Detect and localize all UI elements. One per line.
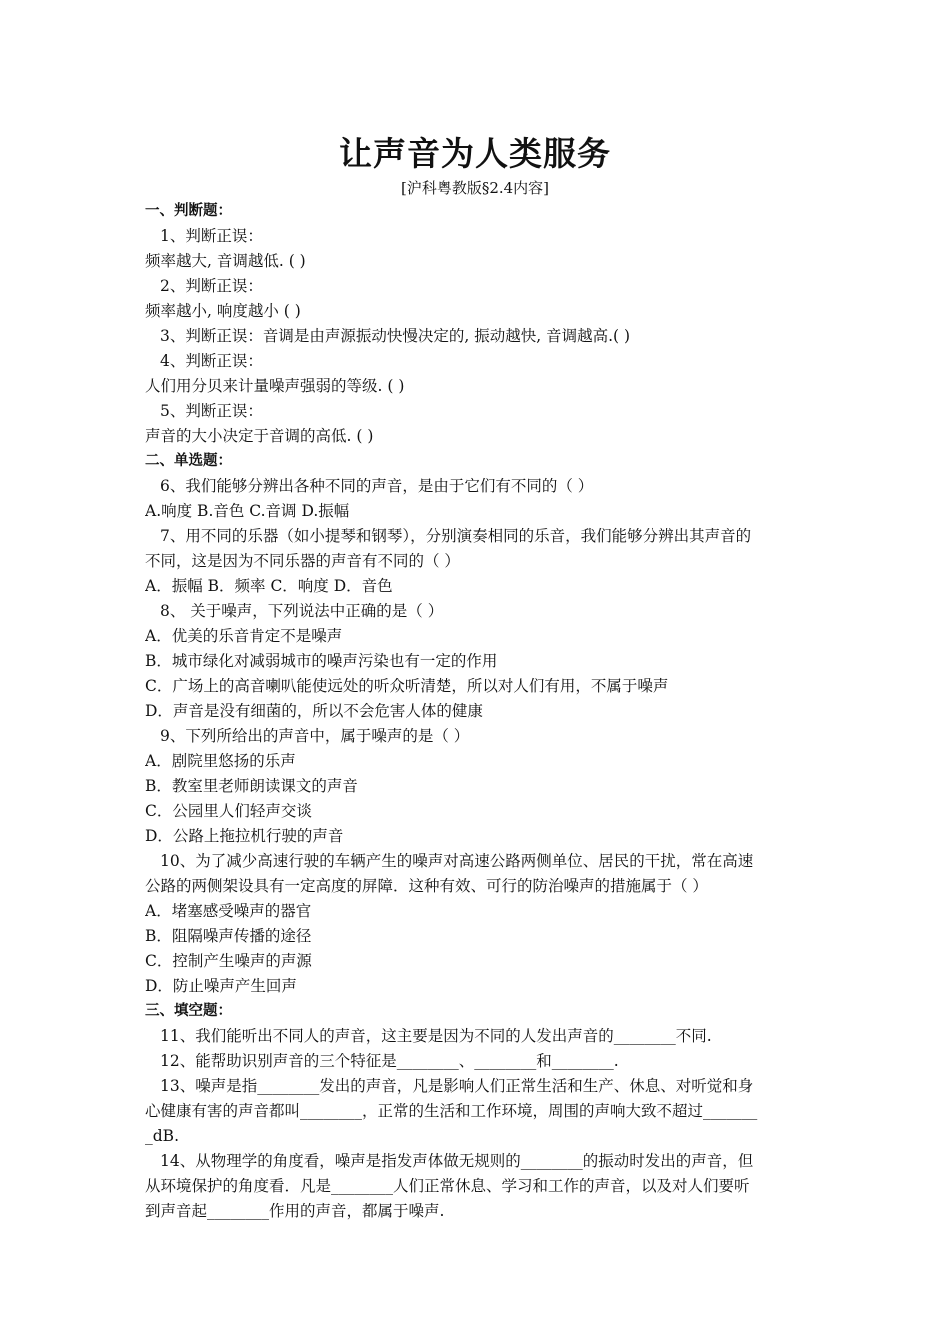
text-line: 9、下列所给出的声音中，属于噪声的是（ ） — [160, 727, 470, 745]
text-line: 1、判断正误： — [160, 227, 263, 245]
text-line: 2、判断正误： — [160, 277, 263, 295]
text-line: 从环境保护的角度看．凡是________人们正常休息、学习和工作的声音，以及对人们要听 — [145, 1177, 750, 1195]
section-heading: 一、判断题： — [145, 203, 232, 219]
text-line: 频率越大, 音调越低. ( ) — [145, 252, 306, 270]
text-line: A．优美的乐音肯定不是噪声 — [145, 627, 343, 645]
text-line: C．广场上的高音喇叭能使远处的听众听清楚，所以对人们有用，不属于噪声 — [145, 677, 669, 695]
text-line: 11、我们能听出不同人的声音，这主要是因为不同的人发出声音的________不同. — [160, 1027, 712, 1045]
text-line: 7、用不同的乐器（如小提琴和钢琴），分别演奏相同的乐音，我们能够分辨出其声音的 — [160, 527, 752, 545]
text-line: B．阻隔噪声传播的途径 — [145, 927, 312, 945]
text-line: C．公园里人们轻声交谈 — [145, 802, 312, 820]
text-line: 13、噪声是指________发出的声音，凡是影响人们正常生活和生产、休息、对听觉和身 — [160, 1077, 754, 1095]
text-line: 不同，这是因为不同乐器的声音有不同的（ ） — [145, 552, 460, 570]
text-line: 心健康有害的声音都叫________，正常的生活和工作环境，周围的声响大致不超过_______ — [145, 1102, 758, 1120]
text-line: 频率越小, 响度越小 ( ) — [145, 302, 301, 320]
text-line: A.响度 B.音色 C.音调 D.振幅 — [145, 502, 350, 520]
text-line: 10、为了减少高速行驶的车辆产生的噪声对高速公路两侧单位、居民的干扰，常在高速 — [160, 852, 754, 870]
text-line: D．防止噪声产生回声 — [145, 977, 297, 995]
section-heading: 二、单选题： — [145, 453, 232, 469]
text-line: 公路的两侧架设具有一定高度的屏障．这种有效、可行的防治噪声的措施属于（ ） — [145, 877, 708, 895]
text-line: B．教室里老师朗读课文的声音 — [145, 777, 358, 795]
text-line: 8、 关于噪声，下列说法中正确的是（ ） — [160, 602, 444, 620]
document-body — [145, 199, 807, 1224]
page-subtitle: [沪科粤教版§2.4内容] — [400, 179, 550, 197]
text-line: 声音的大小决定于音调的高低. ( ) — [145, 427, 374, 445]
text-line: 人们用分贝来计量噪声强弱的等级. ( ) — [145, 377, 405, 395]
section-heading: 三、填空题： — [145, 1003, 232, 1019]
text-line: C．控制产生噪声的声源 — [145, 952, 312, 970]
text-line: 5、判断正误： — [160, 402, 263, 420]
text-line: A．剧院里悠扬的乐声 — [145, 752, 296, 770]
text-line: 6、我们能够分辨出各种不同的声音，是由于它们有不同的（ ） — [160, 477, 594, 495]
text-line: A．振幅 B．频率 C．响度 D．音色 — [145, 577, 393, 595]
text-line: D．声音是没有细菌的，所以不会危害人体的健康 — [145, 702, 483, 720]
text-line: 12、能帮助识别声音的三个特征是________、________和________. — [160, 1052, 619, 1070]
text-line: A．堵塞感受噪声的器官 — [145, 902, 312, 920]
text-line: 3、判断正误：音调是由声源振动快慢决定的, 振动越快, 音调越高.( ) — [160, 327, 631, 345]
text-line: 14、从物理学的角度看，噪声是指发声体做无规则的________的振动时发出的声音，但 — [160, 1152, 754, 1170]
page-title: 让声音为人类服务 — [339, 134, 611, 173]
text-line: D．公路上拖拉机行驶的声音 — [145, 827, 344, 845]
text-line: 4、判断正误： — [160, 352, 263, 370]
text-line: B．城市绿化对减弱城市的噪声污染也有一定的作用 — [145, 652, 498, 670]
text-line: 到声音起________作用的声音，都属于噪声. — [145, 1202, 445, 1220]
text-line: _dB. — [145, 1127, 179, 1145]
